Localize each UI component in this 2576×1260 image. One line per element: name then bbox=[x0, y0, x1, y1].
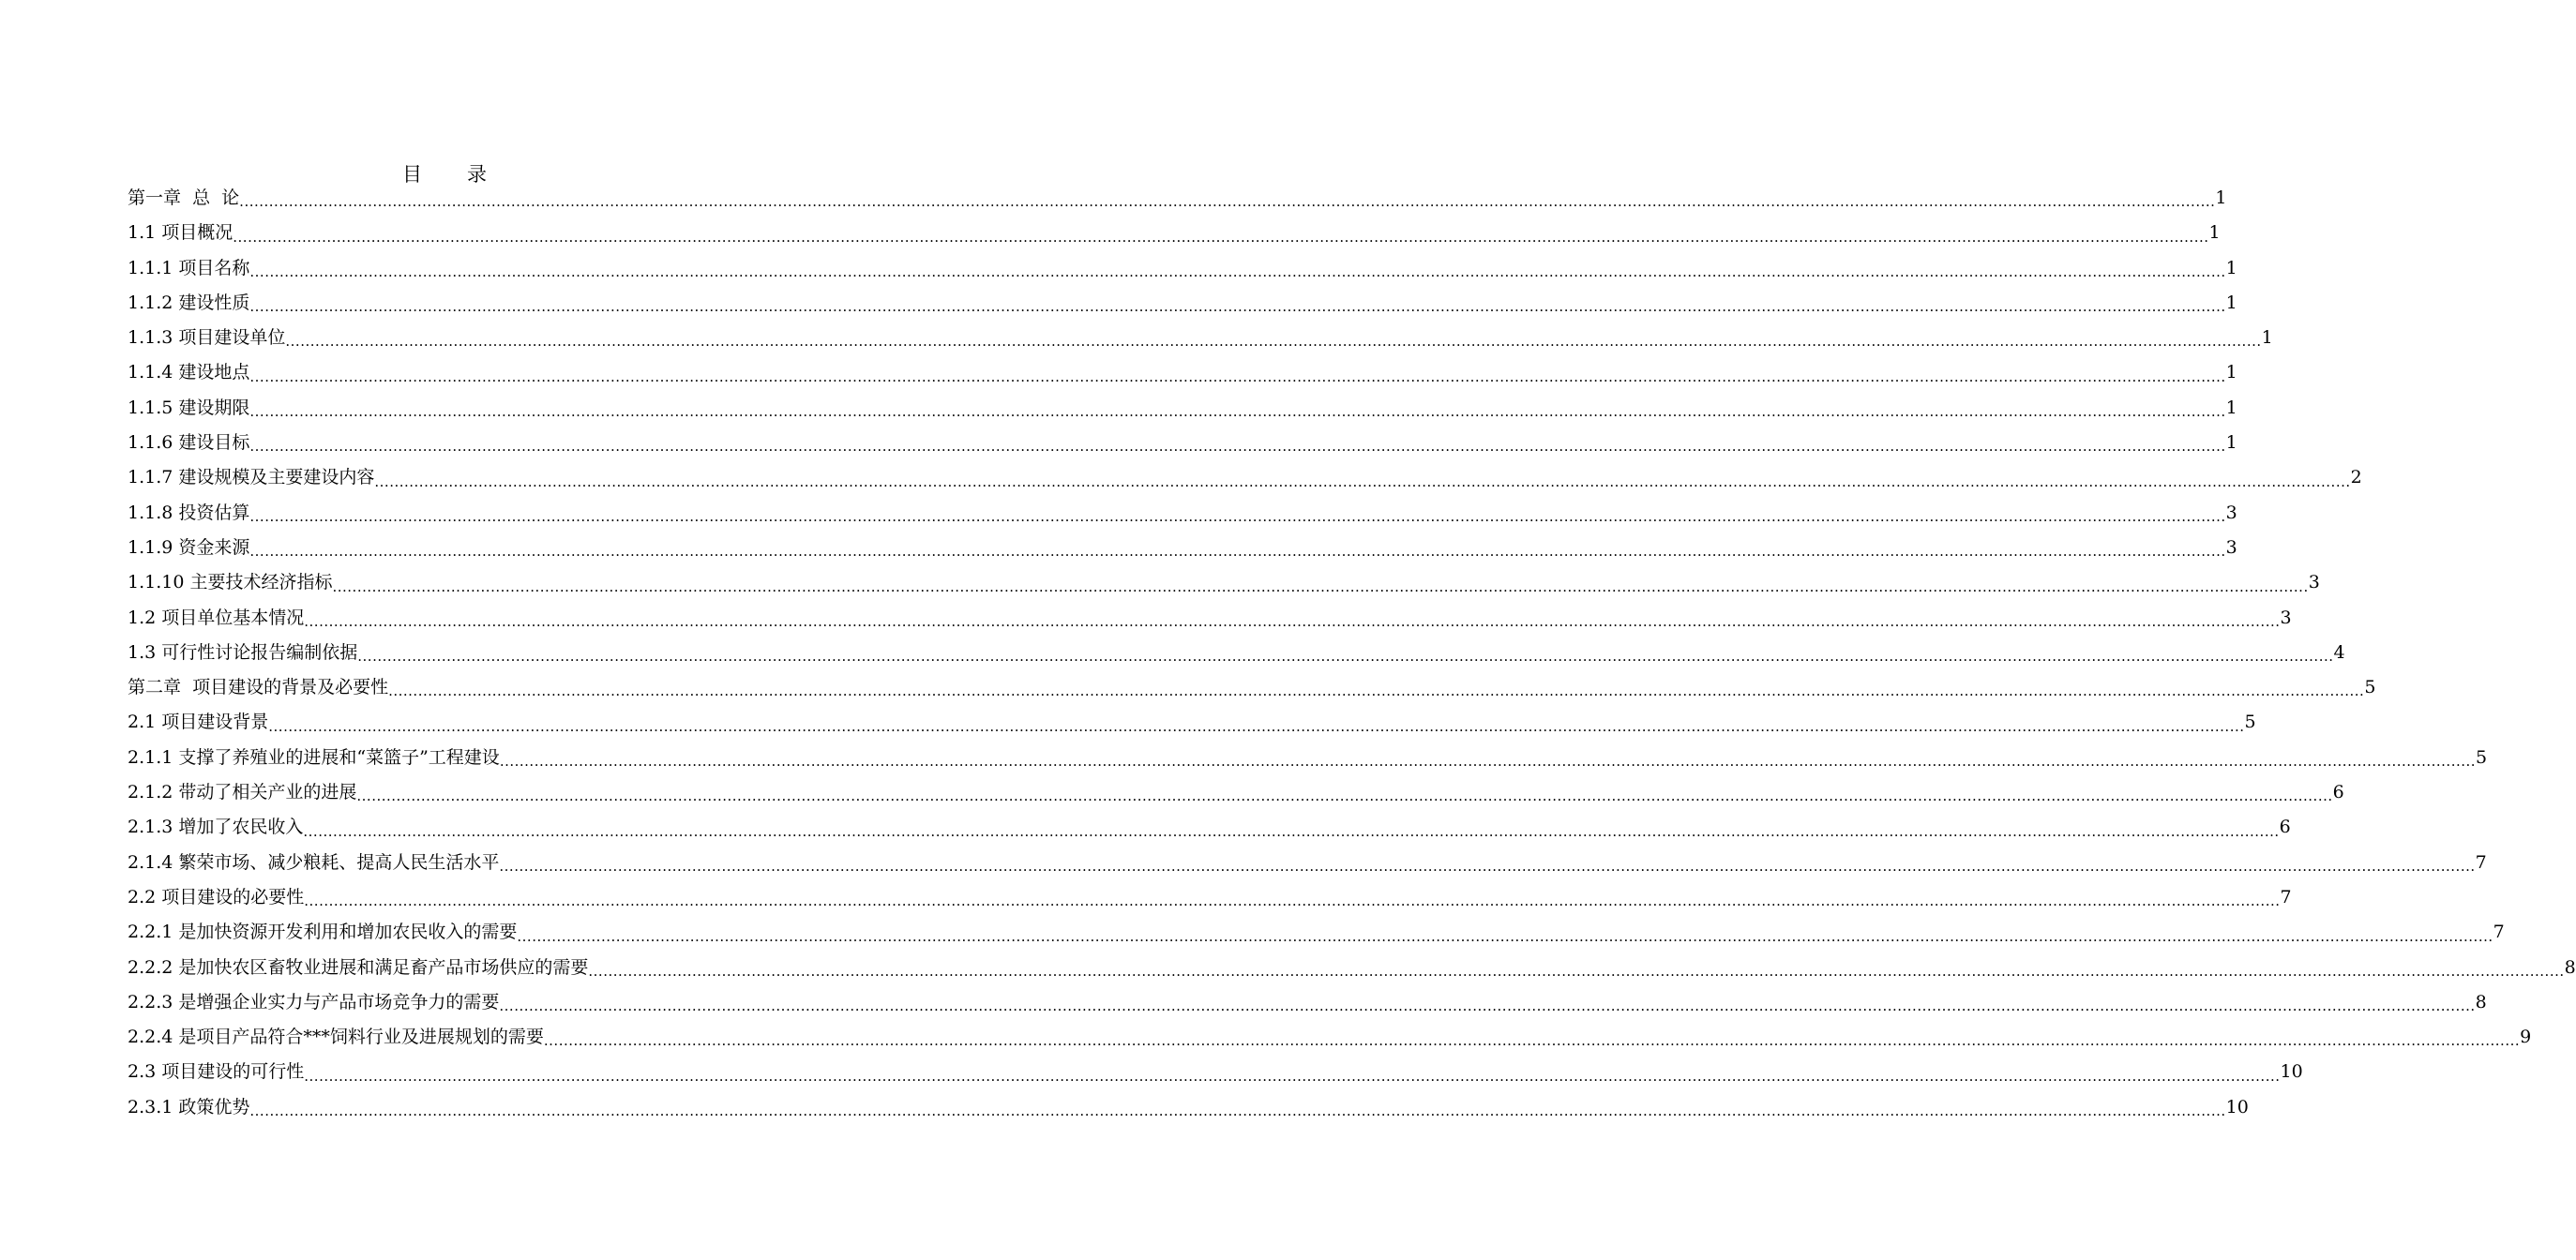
toc-entry[interactable] bbox=[128, 251, 2237, 286]
toc-entry-page-number: 2 bbox=[2350, 467, 2362, 488]
toc-entry-text: 1.1.1 项目名称 bbox=[128, 257, 250, 278]
dot-leader: ................................................................................................................................................................................................................................................................................................................................................................................................................ bbox=[499, 998, 2476, 1015]
toc-entry-text: 第二章 项目建设的背景及必要性 bbox=[128, 677, 389, 698]
dot-leader: ................................................................................................................................................................................................................................................................................................................................................................................................................ bbox=[374, 472, 2351, 490]
dot-leader: ................................................................................................................................................................................................................................................................................................................................................................................................................ bbox=[239, 193, 2216, 211]
dot-leader: ................................................................................................................................................................................................................................................................................................................................................................................................................ bbox=[499, 857, 2476, 875]
toc-entry[interactable] bbox=[128, 181, 2227, 216]
toc-entry-text: 1.1.8 投资估算 bbox=[128, 502, 250, 523]
dot-leader: ................................................................................................................................................................................................................................................................................................................................................................................................................ bbox=[249, 403, 2226, 421]
dot-leader: ................................................................................................................................................................................................................................................................................................................................................................................................................ bbox=[517, 927, 2493, 945]
toc-entry-page-number: 6 bbox=[2332, 782, 2344, 803]
toc-entry-page-number: 8 bbox=[2564, 956, 2576, 978]
toc-entry-text: 2.3 项目建设的可行性 bbox=[128, 1061, 305, 1083]
toc-entry-page-number: 1 bbox=[2225, 397, 2237, 418]
toc-entry-text: 2.1.3 增加了农民收入 bbox=[128, 817, 304, 838]
toc-entry-text: 1.3 可行性讨论报告编制依据 bbox=[128, 641, 358, 663]
toc-entry-text: 2.1.4 繁荣市场、减少粮耗、提高人民生活水平 bbox=[128, 851, 500, 873]
toc-entry[interactable] bbox=[128, 636, 2345, 670]
toc-entry[interactable] bbox=[128, 496, 2237, 531]
toc-entry-text: 第一章 总 论 bbox=[128, 188, 240, 208]
toc-entry-page-number: 7 bbox=[2493, 922, 2505, 943]
toc-entry-page-number: 1 bbox=[2225, 292, 2237, 313]
toc-entry-page-number: 1 bbox=[2225, 257, 2237, 278]
toc-entry-text: 2.1.2 带动了相关产业的进展 bbox=[128, 782, 357, 803]
toc-entry-page-number: 1 bbox=[2208, 222, 2221, 244]
toc-entry-text: 1.1.3 项目建设单位 bbox=[128, 327, 286, 349]
toc-entry-page-number: 9 bbox=[2520, 1027, 2532, 1048]
toc-entry-text: 1.1.6 建设目标 bbox=[128, 432, 250, 454]
toc-entry-text: 1.1.5 建设期限 bbox=[128, 397, 250, 418]
toc-entry-text: 2.2.2 是加快农区畜牧业进展和满足畜产品市场供应的需要 bbox=[128, 956, 589, 978]
toc-entry-text: 2.1.1 支撑了养殖业的进展和“菜篮子”工程建设 bbox=[128, 746, 500, 768]
toc-entry[interactable] bbox=[128, 601, 2292, 636]
dot-leader: ................................................................................................................................................................................................................................................................................................................................................................................................................ bbox=[249, 368, 2226, 385]
toc-entry-page-number: 10 bbox=[2225, 1096, 2249, 1118]
toc-entry-text: 1.1 项目概况 bbox=[128, 222, 233, 244]
dot-leader: ................................................................................................................................................................................................................................................................................................................................................................................................................ bbox=[268, 717, 2245, 735]
dot-leader: ................................................................................................................................................................................................................................................................................................................................................................................................................ bbox=[249, 438, 2226, 456]
toc-entry-page-number: 7 bbox=[2475, 851, 2487, 873]
dot-leader: ................................................................................................................................................................................................................................................................................................................................................................................................................ bbox=[304, 1067, 2281, 1085]
toc-entry-text: 2.1 项目建设背景 bbox=[128, 712, 269, 733]
dot-leader: ................................................................................................................................................................................................................................................................................................................................................................................................................ bbox=[304, 612, 2281, 630]
dot-leader: ................................................................................................................................................................................................................................................................................................................................................................................................................ bbox=[332, 578, 2309, 595]
toc-entry-text: 2.2.4 是项目产品符合***饲料行业及进展规划的需要 bbox=[128, 1027, 544, 1048]
toc-entry[interactable] bbox=[128, 846, 2487, 880]
toc-entry-text: 1.1.2 建设性质 bbox=[128, 292, 250, 313]
toc-entry[interactable] bbox=[128, 286, 2237, 321]
toc-entry-text: 1.1.9 资金来源 bbox=[128, 536, 250, 558]
toc-entry-text: 1.1.10 主要技术经济指标 bbox=[128, 572, 333, 593]
dot-leader: ................................................................................................................................................................................................................................................................................................................................................................................................................ bbox=[499, 753, 2477, 771]
toc-list bbox=[128, 181, 2576, 1125]
toc-entry[interactable] bbox=[128, 426, 2237, 460]
toc-entry-text: 1.1.4 建设地点 bbox=[128, 362, 250, 383]
toc-entry-page-number: 3 bbox=[2225, 536, 2237, 558]
toc-entry-page-number: 1 bbox=[2225, 432, 2237, 454]
dot-leader: ................................................................................................................................................................................................................................................................................................................................................................................................................ bbox=[304, 892, 2281, 910]
toc-entry-page-number: 8 bbox=[2475, 991, 2487, 1012]
toc-entry[interactable] bbox=[128, 1055, 2303, 1089]
toc-entry-page-number: 1 bbox=[2261, 327, 2273, 349]
dot-leader: ................................................................................................................................................................................................................................................................................................................................................................................................................ bbox=[388, 682, 2365, 700]
toc-entry-page-number: 7 bbox=[2280, 886, 2292, 908]
toc-entry[interactable] bbox=[128, 705, 2256, 740]
dot-leader: ................................................................................................................................................................................................................................................................................................................................................................................................................ bbox=[588, 962, 2565, 980]
toc-entry-text: 1.1.7 建设规模及主要建设内容 bbox=[128, 467, 375, 488]
toc-entry[interactable] bbox=[128, 810, 2291, 845]
toc-entry[interactable] bbox=[128, 670, 2376, 705]
toc-entry-text: 2.3.1 政策优势 bbox=[128, 1096, 250, 1118]
dot-leader: ................................................................................................................................................................................................................................................................................................................................................................................................................ bbox=[357, 648, 2334, 666]
toc-entry-page-number: 1 bbox=[2215, 188, 2227, 208]
toc-entry-page-number: 5 bbox=[2364, 677, 2376, 698]
toc-entry-text: 1.2 项目单位基本情况 bbox=[128, 607, 305, 628]
toc-entry-text: 2.2.3 是增强企业实力与产品市场竞争力的需要 bbox=[128, 991, 500, 1012]
toc-entry[interactable] bbox=[128, 355, 2237, 390]
toc-entry[interactable] bbox=[128, 531, 2237, 565]
dot-leader: ................................................................................................................................................................................................................................................................................................................................................................................................................ bbox=[249, 507, 2226, 525]
toc-entry[interactable] bbox=[128, 321, 2273, 355]
toc-entry-page-number: 3 bbox=[2280, 607, 2292, 628]
dot-leader: ................................................................................................................................................................................................................................................................................................................................................................................................................ bbox=[543, 1032, 2521, 1050]
dot-leader: ................................................................................................................................................................................................................................................................................................................................................................................................................ bbox=[249, 298, 2226, 316]
toc-entry-page-number: 3 bbox=[2225, 502, 2237, 523]
toc-entry[interactable] bbox=[128, 565, 2320, 600]
dot-leader: ................................................................................................................................................................................................................................................................................................................................................................................................................ bbox=[249, 543, 2226, 561]
dot-leader: ................................................................................................................................................................................................................................................................................................................................................................................................................ bbox=[303, 822, 2280, 840]
dot-leader: ................................................................................................................................................................................................................................................................................................................................................................................................................ bbox=[356, 788, 2333, 805]
dot-leader: ................................................................................................................................................................................................................................................................................................................................................................................................................ bbox=[233, 228, 2209, 246]
toc-entry[interactable] bbox=[128, 775, 2344, 810]
toc-entry[interactable] bbox=[128, 1090, 2249, 1125]
dot-leader: ................................................................................................................................................................................................................................................................................................................................................................................................................ bbox=[285, 333, 2262, 351]
toc-entry[interactable] bbox=[128, 741, 2488, 775]
toc-entry-text: 2.2.1 是加快资源开发利用和增加农民收入的需要 bbox=[128, 922, 518, 943]
toc-entry-page-number: 3 bbox=[2308, 572, 2320, 593]
toc-entry[interactable] bbox=[128, 880, 2292, 915]
toc-entry[interactable] bbox=[128, 985, 2487, 1020]
dot-leader: ................................................................................................................................................................................................................................................................................................................................................................................................................ bbox=[249, 1102, 2226, 1120]
toc-entry[interactable] bbox=[128, 951, 2576, 985]
toc-entry-page-number: 10 bbox=[2280, 1061, 2303, 1083]
toc-entry-page-number: 5 bbox=[2476, 746, 2488, 768]
toc-entry-page-number: 5 bbox=[2244, 712, 2256, 733]
toc-entry[interactable] bbox=[128, 391, 2237, 426]
toc-entry[interactable] bbox=[128, 915, 2505, 950]
toc-entry-page-number: 4 bbox=[2333, 641, 2345, 663]
dot-leader: ................................................................................................................................................................................................................................................................................................................................................................................................................ bbox=[249, 262, 2226, 280]
toc-entry-page-number: 1 bbox=[2225, 362, 2237, 383]
toc-entry[interactable] bbox=[128, 1020, 2532, 1055]
toc-entry-page-number: 6 bbox=[2279, 817, 2291, 838]
toc-entry-text: 2.2 项目建设的必要性 bbox=[128, 886, 305, 908]
toc-entry[interactable] bbox=[128, 460, 2362, 495]
toc-entry[interactable] bbox=[128, 216, 2221, 250]
toc-title: 目 录 bbox=[402, 163, 489, 186]
